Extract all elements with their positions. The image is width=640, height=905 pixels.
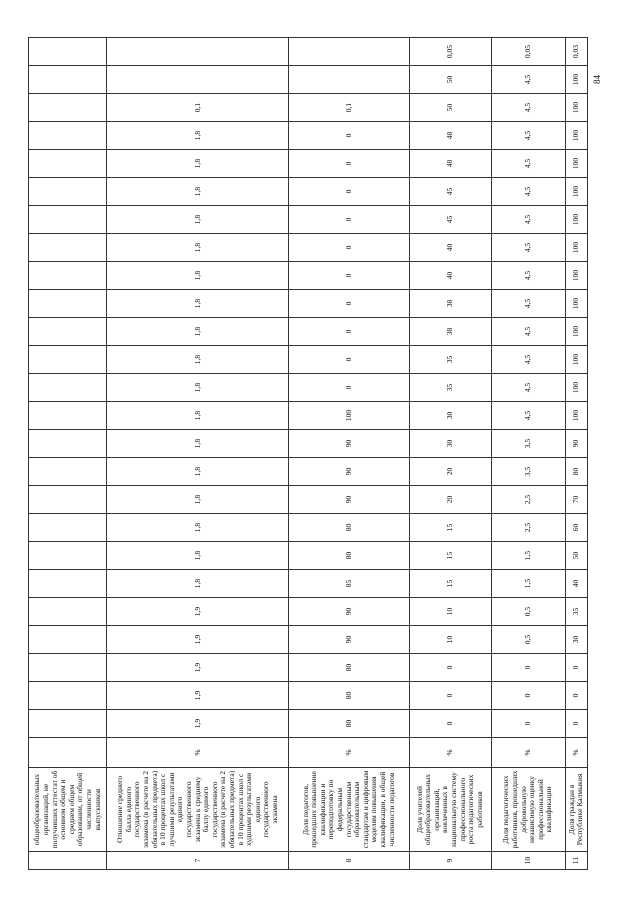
value-cell: 15	[409, 542, 491, 570]
value-cell: 1,8	[107, 318, 289, 346]
value-cell: 1,9	[107, 598, 289, 626]
value-cell: 1,8	[107, 486, 289, 514]
value-cell	[29, 318, 107, 346]
value-cell: 1,9	[107, 626, 289, 654]
value-cell	[29, 178, 107, 206]
indicator-name: Доля учителей общеобразовательных организаций, вовлеченных в национальную систему профессионального роста педагогических работников	[409, 768, 491, 852]
value-cell	[29, 654, 107, 682]
value-cell: 70	[565, 486, 587, 514]
unit-cell: %	[409, 738, 491, 768]
unit-cell: %	[491, 738, 565, 768]
value-cell: 48	[409, 150, 491, 178]
value-cell: 0,03	[565, 38, 587, 66]
value-cell	[107, 38, 289, 66]
value-cell: 0	[409, 682, 491, 710]
value-cell	[29, 682, 107, 710]
value-cell: 1,9	[107, 710, 289, 738]
value-cell	[29, 710, 107, 738]
value-cell: 20	[409, 458, 491, 486]
value-cell: 4,5	[491, 206, 565, 234]
value-cell: 0,5	[491, 626, 565, 654]
value-cell: 1,5	[491, 542, 565, 570]
row-number: 11	[565, 852, 587, 870]
value-cell: 30	[409, 430, 491, 458]
value-cell: 1,8	[107, 514, 289, 542]
value-cell: 100	[565, 346, 587, 374]
value-cell: 45	[409, 206, 491, 234]
value-cell: 4,5	[491, 66, 565, 94]
value-cell	[29, 542, 107, 570]
value-cell	[289, 38, 409, 66]
value-cell: 4,5	[491, 290, 565, 318]
value-cell: 100	[565, 374, 587, 402]
value-cell: 100	[565, 262, 587, 290]
indicator-name: Отношение среднего балла единого государственного экзамена (в расчете на 2 обязательных предмета) в 10 процентах школ с лучшими результатами единого государственного экзамена к среднему баллу единого государственного экзамена (в расчете на 2 обязательных предмета) в 10 процентах школ с худшими результатами единого государственного экзамена	[107, 768, 289, 852]
value-cell: 0	[491, 654, 565, 682]
row-number: 10	[491, 852, 565, 870]
value-cell: 1,9	[107, 654, 289, 682]
value-cell: 4,5	[491, 150, 565, 178]
value-cell: 0	[289, 150, 409, 178]
value-cell: 4,5	[491, 346, 565, 374]
value-cell: 100	[565, 150, 587, 178]
value-cell: 0	[565, 682, 587, 710]
value-cell: 100	[565, 402, 587, 430]
value-cell: 10	[409, 598, 491, 626]
value-cell: 30	[565, 626, 587, 654]
value-cell	[29, 346, 107, 374]
indicator-name: Доля педагогических работников, прошедших добровольную независимую оценку профессиональной квалификации	[491, 768, 565, 852]
value-cell: 1,8	[107, 178, 289, 206]
value-cell: 1,8	[107, 346, 289, 374]
value-cell: 1,8	[107, 234, 289, 262]
table-row	[107, 38, 289, 870]
indicator-name: общеобразовательных организаций, не получивших аттестат об основном общем и среднем общем образовании, от общей численности выпускников	[29, 768, 107, 852]
value-cell: 0	[289, 206, 409, 234]
value-cell: 4,5	[491, 178, 565, 206]
value-cell: 0	[289, 318, 409, 346]
value-cell: 40	[409, 234, 491, 262]
value-cell: 100	[565, 206, 587, 234]
value-cell: 100	[565, 290, 587, 318]
value-cell: 90	[289, 486, 409, 514]
value-cell: 0	[409, 710, 491, 738]
value-cell	[29, 234, 107, 262]
value-cell	[29, 430, 107, 458]
value-cell: 1,8	[107, 206, 289, 234]
value-cell	[29, 486, 107, 514]
page-number: 84	[592, 75, 602, 84]
value-cell: 100	[565, 178, 587, 206]
value-cell: 35	[565, 598, 587, 626]
value-cell: 0,5	[491, 598, 565, 626]
value-cell: 3,5	[491, 430, 565, 458]
value-cell: 1,8	[107, 402, 289, 430]
value-cell	[29, 626, 107, 654]
unit-cell: %	[289, 738, 409, 768]
value-cell: 100	[565, 234, 587, 262]
value-cell	[29, 66, 107, 94]
value-cell: 0	[289, 178, 409, 206]
table-row	[29, 38, 107, 870]
value-cell: 1,8	[107, 122, 289, 150]
value-cell: 45	[409, 178, 491, 206]
value-cell: 80	[565, 458, 587, 486]
value-cell: 1,5	[491, 570, 565, 598]
value-cell	[29, 38, 107, 66]
value-cell: 4,5	[491, 318, 565, 346]
value-cell: 0	[289, 262, 409, 290]
value-cell: 0,05	[491, 38, 565, 66]
value-cell: 40	[409, 262, 491, 290]
value-cell: 90	[289, 458, 409, 486]
value-cell: 2,5	[491, 486, 565, 514]
value-cell: 1,8	[107, 374, 289, 402]
value-cell: 0	[289, 290, 409, 318]
value-cell: 0	[289, 122, 409, 150]
value-cell	[29, 514, 107, 542]
value-cell: 1,8	[107, 150, 289, 178]
value-cell: 10	[409, 626, 491, 654]
value-cell: 1,8	[107, 542, 289, 570]
value-cell: 60	[565, 514, 587, 542]
unit-cell: %	[565, 738, 587, 768]
indicators-table	[28, 37, 588, 870]
value-cell	[29, 598, 107, 626]
value-cell: 0	[289, 234, 409, 262]
value-cell: 80	[289, 654, 409, 682]
value-cell	[29, 206, 107, 234]
value-cell: 80	[289, 514, 409, 542]
value-cell: 38	[409, 290, 491, 318]
value-cell: 100	[565, 66, 587, 94]
value-cell: 80	[289, 682, 409, 710]
value-cell: 38	[409, 318, 491, 346]
value-cell: 40	[565, 570, 587, 598]
table-row	[289, 38, 409, 870]
value-cell: 0	[565, 654, 587, 682]
value-cell: 4,5	[491, 122, 565, 150]
value-cell: 1,8	[107, 458, 289, 486]
value-cell	[29, 374, 107, 402]
value-cell: 100	[565, 318, 587, 346]
value-cell	[29, 150, 107, 178]
indicator-name: Доля педагогов, прошедших повышение квалификации и переподготовку по федеральным государственным образовательным стандартам и цифровым моделям повышения квалификации, в общей численности педагогов	[289, 768, 409, 852]
value-cell: 85	[289, 570, 409, 598]
value-cell: 4,5	[491, 402, 565, 430]
rotated-table-container	[28, 44, 588, 870]
row-number: 9	[409, 852, 491, 870]
value-cell: 0	[409, 654, 491, 682]
value-cell	[29, 570, 107, 598]
value-cell: 0	[565, 710, 587, 738]
value-cell: 35	[409, 374, 491, 402]
value-cell: 0	[289, 346, 409, 374]
value-cell	[29, 402, 107, 430]
value-cell: 100	[565, 122, 587, 150]
table-body	[29, 38, 588, 870]
value-cell: 90	[289, 626, 409, 654]
value-cell: 2,5	[491, 514, 565, 542]
value-cell	[289, 66, 409, 94]
table-row	[565, 38, 587, 870]
value-cell: 1,8	[107, 290, 289, 318]
value-cell: 0,1	[289, 94, 409, 122]
value-cell: 15	[409, 570, 491, 598]
value-cell: 50	[565, 542, 587, 570]
table-row	[409, 38, 491, 870]
value-cell: 0,05	[409, 38, 491, 66]
value-cell	[107, 66, 289, 94]
value-cell: 0	[491, 682, 565, 710]
value-cell: 0,1	[107, 94, 289, 122]
value-cell: 0	[289, 374, 409, 402]
value-cell: 1,8	[107, 262, 289, 290]
value-cell: 20	[409, 486, 491, 514]
indicator-name: Доля граждан в Республике Калмыкия	[565, 768, 587, 852]
value-cell	[29, 290, 107, 318]
value-cell: 4,5	[491, 262, 565, 290]
unit-cell	[29, 738, 107, 768]
value-cell: 0	[491, 710, 565, 738]
value-cell: 50	[409, 66, 491, 94]
value-cell: 100	[289, 402, 409, 430]
value-cell: 80	[289, 710, 409, 738]
row-number: 7	[107, 852, 289, 870]
value-cell	[29, 122, 107, 150]
row-number: 8	[289, 852, 409, 870]
value-cell: 48	[409, 122, 491, 150]
table-row	[491, 38, 565, 870]
row-number	[29, 852, 107, 870]
value-cell: 90	[289, 430, 409, 458]
value-cell: 50	[409, 94, 491, 122]
value-cell: 1,8	[107, 430, 289, 458]
unit-cell: %	[107, 738, 289, 768]
value-cell: 4,5	[491, 374, 565, 402]
value-cell: 1,8	[107, 570, 289, 598]
value-cell: 3,5	[491, 458, 565, 486]
value-cell: 15	[409, 514, 491, 542]
value-cell: 30	[409, 402, 491, 430]
value-cell: 35	[409, 346, 491, 374]
value-cell	[29, 458, 107, 486]
value-cell	[29, 262, 107, 290]
value-cell: 100	[565, 94, 587, 122]
value-cell: 90	[565, 430, 587, 458]
value-cell: 4,5	[491, 234, 565, 262]
value-cell: 80	[289, 542, 409, 570]
value-cell: 1,9	[107, 682, 289, 710]
value-cell: 4,5	[491, 94, 565, 122]
value-cell: 90	[289, 598, 409, 626]
value-cell	[29, 94, 107, 122]
